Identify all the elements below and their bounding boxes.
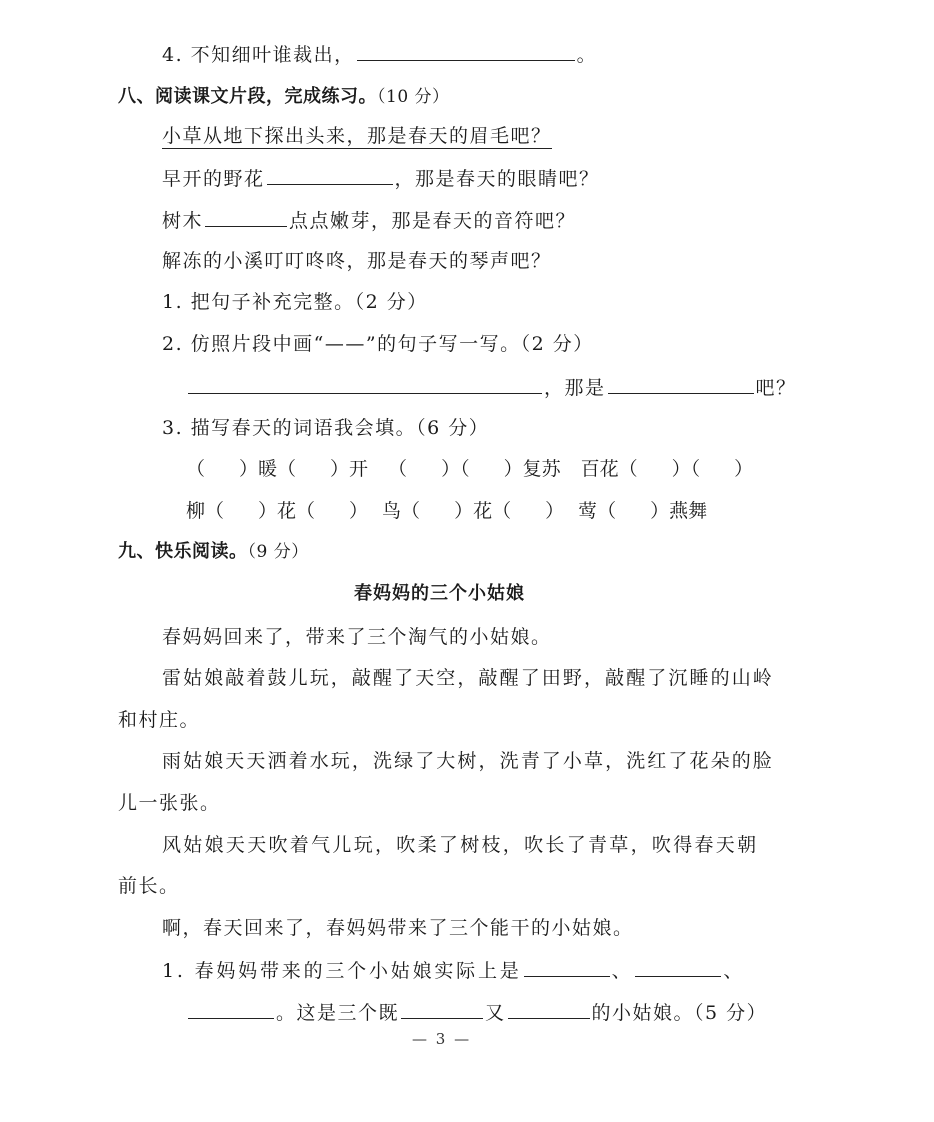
s9-q1-a: 1. 春妈妈带来的三个小姑娘实际上是	[162, 960, 522, 982]
word-fill-row-2	[186, 499, 707, 523]
paren-close-open: ）（	[441, 458, 470, 480]
passage-paragraph-4a: 风姑娘天天吹着气儿玩，吹柔了树枝，吹长了青草，吹得春天朝	[162, 834, 759, 856]
section-8-title: 八、阅读课文片段，完成练习。	[118, 86, 377, 107]
s9-question-1-line2	[186, 1000, 767, 1025]
passage-paragraph-3b: 儿一张张。	[118, 792, 221, 814]
s8-q2-end: 吧？	[755, 377, 797, 399]
s9-q1-c: 又	[485, 1002, 506, 1024]
answer-blank[interactable]	[188, 1000, 274, 1019]
answer-blank[interactable]	[524, 958, 610, 977]
paren-close: ）	[734, 458, 754, 480]
word-liu: 柳（	[186, 500, 225, 522]
section-8-heading	[118, 85, 450, 109]
section-8-score: （10 分）	[377, 87, 450, 107]
word-hua1: ）花（	[258, 500, 316, 522]
word-hua2: ）花（	[454, 500, 512, 522]
s8-line1	[162, 124, 552, 148]
q7-item4-end: 。	[576, 44, 598, 66]
passage-paragraph-2b: 和村庄。	[118, 709, 201, 731]
s8-line4: 解冻的小溪叮叮咚咚，那是春天的琴声吧？	[162, 250, 552, 272]
s8-line3-b: 点点嫩芽，那是春天的音符吧？	[289, 210, 577, 232]
passage-paragraph-2a: 雷姑娘敲着鼓儿玩，敲醒了天空，敲醒了田野，敲醒了沉睡的山岭	[162, 667, 774, 689]
word-kai: ）开	[330, 458, 369, 480]
q7-item4	[162, 42, 597, 67]
word-baihua: 百花（	[580, 458, 638, 480]
word-niao: 鸟（	[382, 500, 421, 522]
model-sentence: 小草从地下探出头来，那是春天的眉毛吧？	[162, 125, 552, 147]
passage-title: 春妈妈的三个小姑娘	[354, 583, 525, 604]
s8-line2-b: ，那是春天的眼睛吧？	[394, 168, 600, 190]
word-fill-row-1	[186, 457, 753, 481]
s9-q1-d: 的小姑娘。（5 分）	[591, 1002, 768, 1024]
s8-line2	[162, 166, 600, 191]
answer-blank[interactable]	[357, 42, 575, 61]
passage-paragraph-3a: 雨姑娘天天洒着水玩，洗绿了大树，洗青了小草，洗红了花朵的脸	[162, 750, 774, 772]
paren-open: （	[186, 458, 206, 480]
answer-blank[interactable]	[205, 208, 287, 227]
answer-blank[interactable]	[635, 958, 721, 977]
word-yanwu: ）燕舞	[650, 500, 708, 522]
answer-blank[interactable]	[608, 375, 754, 394]
s8-line3	[162, 208, 576, 233]
paren-close: ）	[545, 500, 565, 522]
s8-q2-answer-line	[186, 375, 797, 400]
s9-question-1-line1	[162, 958, 745, 983]
passage-paragraph-5: 啊，春天回来了，春妈妈带来了三个能干的小姑娘。	[162, 917, 634, 939]
answer-blank[interactable]	[401, 1000, 483, 1019]
s8-line3-a: 树木	[162, 210, 204, 232]
section-9-heading	[118, 540, 309, 564]
section-9-title: 九、快乐阅读。	[118, 541, 248, 562]
s8-question-2: 2. 仿照片段中画“——”的句子写一写。（2 分）	[162, 333, 594, 355]
paren-open: （	[388, 458, 408, 480]
passage-paragraph-1: 春妈妈回来了，带来了三个淘气的小姑娘。	[162, 626, 552, 648]
word-ying: 莺（	[578, 500, 617, 522]
passage-paragraph-4b: 前长。	[118, 875, 180, 897]
word-nuan: ）暖（	[239, 458, 297, 480]
s8-line2-a: 早开的野花	[162, 168, 265, 190]
answer-blank[interactable]	[188, 375, 542, 394]
s8-question-1: 1. 把句子补充完整。（2 分）	[162, 291, 428, 313]
answer-blank[interactable]	[508, 1000, 590, 1019]
s9-q1-b: 。这是三个既	[276, 1002, 400, 1024]
paren-close: ）	[349, 500, 369, 522]
page-number: — 3 —	[412, 1030, 472, 1048]
s8-q2-mid: ，那是	[544, 377, 606, 399]
s9-q1-sep: 、	[723, 960, 746, 982]
s9-q1-sep: 、	[611, 960, 634, 982]
word-fusu: ）复苏	[503, 458, 561, 480]
s8-question-3: 3. 描写春天的词语我会填。（6 分）	[162, 417, 490, 439]
q7-item4-text: 4. 不知细叶谁裁出，	[162, 44, 355, 66]
section-9-score: （9 分）	[247, 542, 309, 562]
answer-blank[interactable]	[267, 166, 393, 185]
paren-close-open: ）（	[671, 458, 701, 480]
